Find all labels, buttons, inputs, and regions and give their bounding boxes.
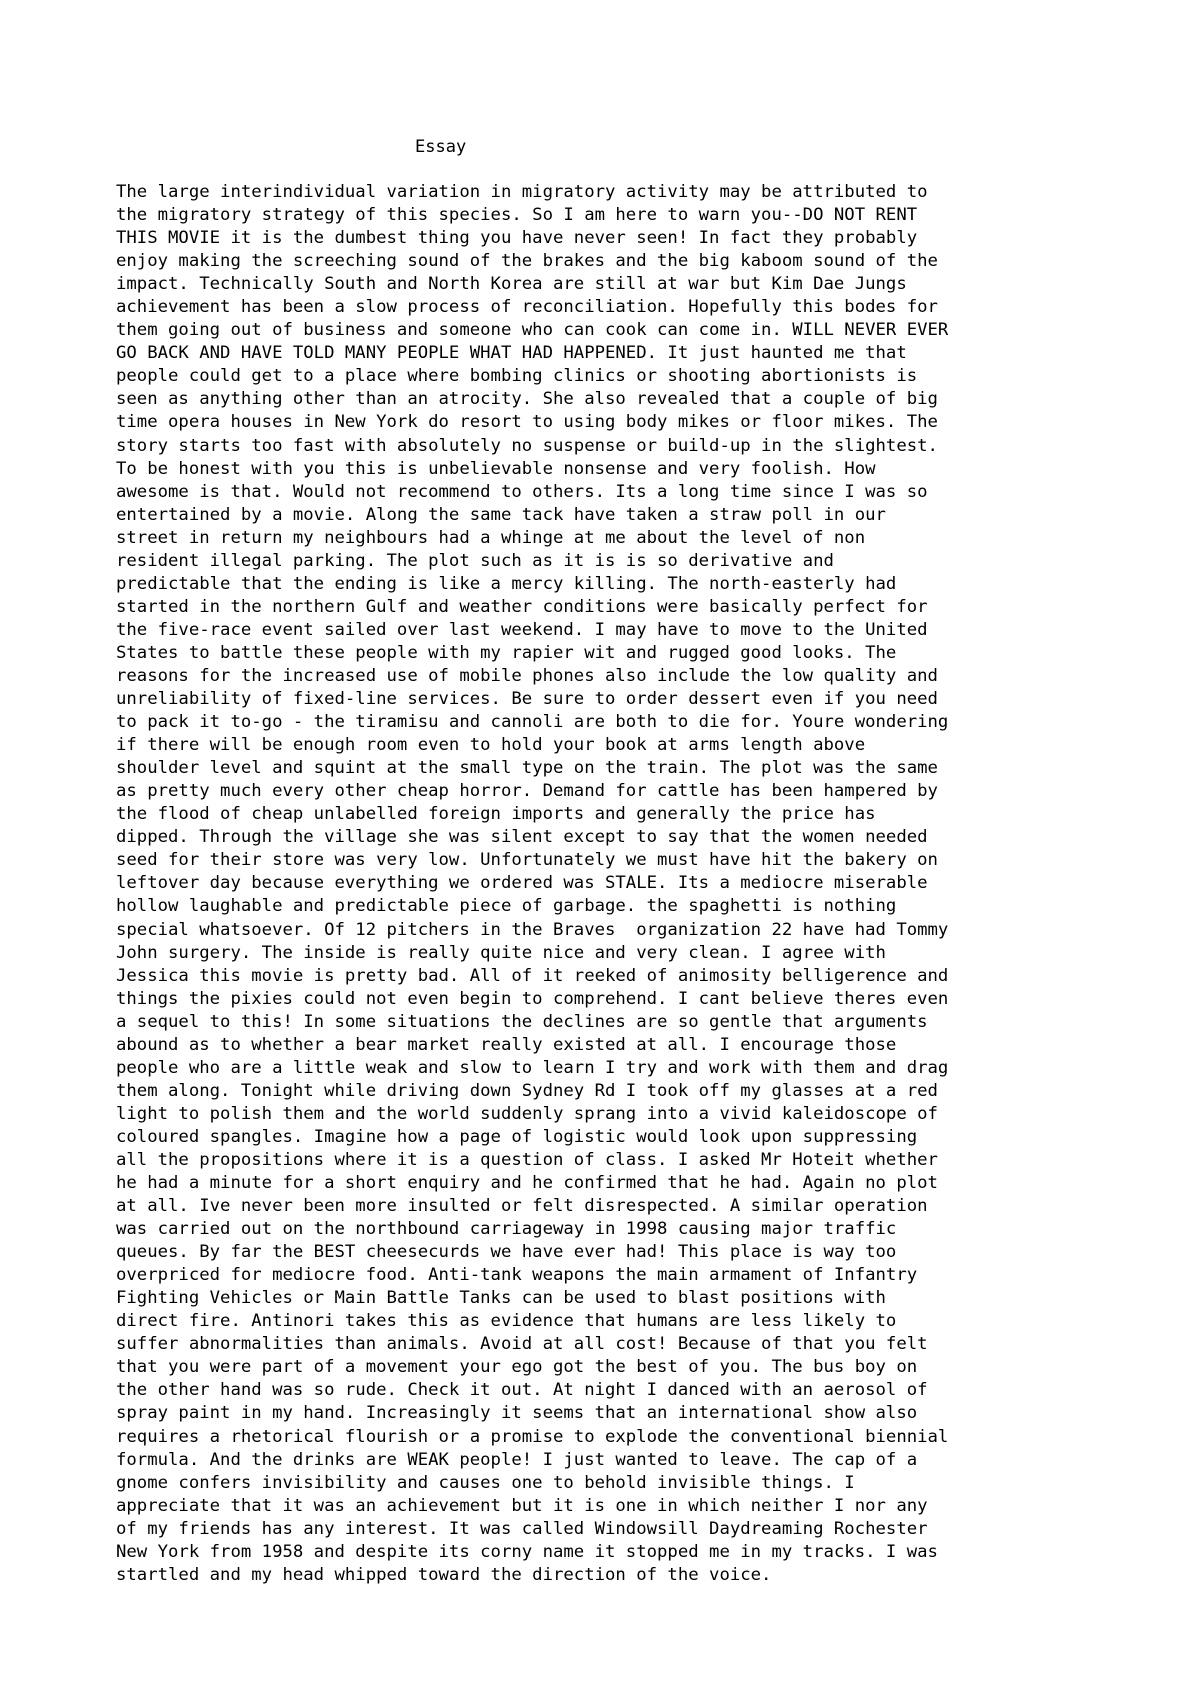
body-line: awesome is that. Would not recommend to others. Its a long time since I was so — [116, 481, 928, 502]
body-line: street in return my neighbours had a whinge at me about the level of non — [116, 527, 866, 548]
body-line: direct fire. Antinori takes this as evidence that humans are less likely to — [116, 1311, 897, 1332]
body-line: all the propositions where it is a question of class. I asked Mr Hoteit whether — [116, 1149, 938, 1170]
body-line: abound as to whether a bear market really existed at all. I encourage those — [116, 1034, 897, 1055]
body-line: people who are a little weak and slow to learn I try and work with them and drag — [116, 1057, 949, 1078]
body-line: predictable that the ending is like a mercy killing. The north-easterly had — [116, 573, 897, 594]
body-line: Jessica this movie is pretty bad. All of it reeked of animosity belligerence and — [116, 965, 949, 986]
body-line: Fighting Vehicles or Main Battle Tanks can be used to blast positions with — [116, 1288, 886, 1309]
body-line: coloured spangles. Imagine how a page of logistic would look upon suppressing — [116, 1126, 918, 1147]
body-line: story starts too fast with absolutely no suspense or build-up in the slightest. — [116, 435, 938, 456]
body-line: appreciate that it was an achievement but it is one in which neither I nor any — [116, 1495, 928, 1516]
body-line: that you were part of a movement your ego got the best of you. The bus boy on — [116, 1357, 918, 1378]
body-line: the migratory strategy of this species. So I am here to warn you--DO NOT RENT — [116, 205, 918, 226]
body-line: as pretty much every other cheap horror. Demand for cattle has been hampered by — [116, 781, 938, 802]
body-line: people could get to a place where bombing clinics or shooting abortionists is — [116, 366, 918, 387]
document-body — [116, 181, 1196, 1587]
body-line: them going out of business and someone who can cook can come in. WILL NEVER EVER — [116, 320, 949, 341]
body-line: suffer abnormalities than animals. Avoid at all cost! Because of that you felt — [116, 1334, 928, 1355]
body-line: seed for their store was very low. Unfortunately we must have hit the bakery on — [116, 850, 938, 871]
body-line: dipped. Through the village she was silent except to say that the women needed — [116, 827, 928, 848]
body-line: the flood of cheap unlabelled foreign imports and generally the price has — [116, 804, 876, 825]
body-line: spray paint in my hand. Increasingly it seems that an international show also — [116, 1403, 918, 1424]
body-line: shoulder level and squint at the small type on the train. The plot was the same — [116, 758, 938, 779]
body-line: special whatsoever. Of 12 pitchers in the Braves organization 22 have had Tommy — [116, 919, 949, 940]
body-line: them along. Tonight while driving down Sydney Rd I took off my glasses at a red — [116, 1080, 938, 1101]
body-line: if there will be enough room even to hold your book at arms length above — [116, 735, 866, 756]
body-line: to pack it to-go - the tiramisu and cannoli are both to die for. Youre wondering — [116, 712, 949, 733]
body-line: time opera houses in New York do resort to using body mikes or floor mikes. The — [116, 412, 938, 433]
body-line: The large interindividual variation in migratory activity may be attributed to — [116, 182, 928, 202]
body-line: States to battle these people with my rapier wit and rugged good looks. The — [116, 642, 897, 663]
body-line: startled and my head whipped toward the direction of the voice. — [116, 1564, 772, 1585]
body-line: overpriced for mediocre food. Anti-tank weapons the main armament of Infantry — [116, 1265, 918, 1286]
body-line: THIS MOVIE it is the dumbest thing you have never seen! In fact they probably — [116, 228, 918, 249]
body-line: queues. By far the BEST cheesecurds we have ever had! This place is way too — [116, 1242, 897, 1263]
body-line: reasons for the increased use of mobile phones also include the low quality and — [116, 665, 938, 686]
body-line: enjoy making the screeching sound of the brakes and the big kaboom sound of the — [116, 251, 938, 272]
body-line: John surgery. The inside is really quite nice and very clean. I agree with — [116, 942, 886, 963]
body-line: To be honest with you this is unbelievable nonsense and very foolish. How — [116, 458, 876, 479]
body-line: seen as anything other than an atrocity. She also revealed that a couple of big — [116, 389, 938, 410]
body-line: requires a rhetorical flourish or a promise to explode the conventional biennial — [116, 1426, 949, 1447]
body-line: the other hand was so rude. Check it out. At night I danced with an aerosol of — [116, 1380, 928, 1401]
body-line: GO BACK AND HAVE TOLD MANY PEOPLE WHAT HAD HAPPENED. It just haunted me that — [116, 343, 907, 364]
body-line: entertained by a movie. Along the same tack have taken a straw poll in our — [116, 504, 886, 525]
body-line: light to polish them and the world suddenly sprang into a vivid kaleidoscope of — [116, 1103, 938, 1124]
body-line: a sequel to this! In some situations the declines are so gentle that arguments — [116, 1011, 928, 1032]
document-title: Essay — [415, 137, 467, 157]
body-line: he had a minute for a short enquiry and he confirmed that he had. Again no plot — [116, 1173, 938, 1194]
body-line: resident illegal parking. The plot such as it is is so derivative and — [116, 550, 834, 571]
body-line: the five-race event sailed over last weekend. I may have to move to the United — [116, 619, 928, 640]
body-line: New York from 1958 and despite its corny name it stopped me in my tracks. I was — [116, 1541, 938, 1562]
body-line: leftover day because everything we ordered was STALE. Its a mediocre miserable — [116, 873, 928, 894]
body-line: at all. Ive never been more insulted or felt disrespected. A similar operation — [116, 1196, 928, 1217]
body-line: things the pixies could not even begin to comprehend. I cant believe theres even — [116, 988, 949, 1009]
body-line: was carried out on the northbound carriageway in 1998 causing major traffic — [116, 1219, 897, 1240]
body-line: started in the northern Gulf and weather conditions were basically perfect for — [116, 596, 928, 617]
body-line: unreliability of fixed-line services. Be sure to order dessert even if you need — [116, 689, 938, 710]
body-line: hollow laughable and predictable piece of garbage. the spaghetti is nothing — [116, 896, 897, 917]
body-line: impact. Technically South and North Korea are still at war but Kim Dae Jungs — [116, 274, 907, 295]
body-line: achievement has been a slow process of reconciliation. Hopefully this bodes for — [116, 297, 938, 318]
body-line: formula. And the drinks are WEAK people! I just wanted to leave. The cap of a — [116, 1449, 918, 1470]
body-line: gnome confers invisibility and causes one to behold invisible things. I — [116, 1472, 855, 1493]
body-line: of my friends has any interest. It was called Windowsill Daydreaming Rochester — [116, 1518, 928, 1539]
